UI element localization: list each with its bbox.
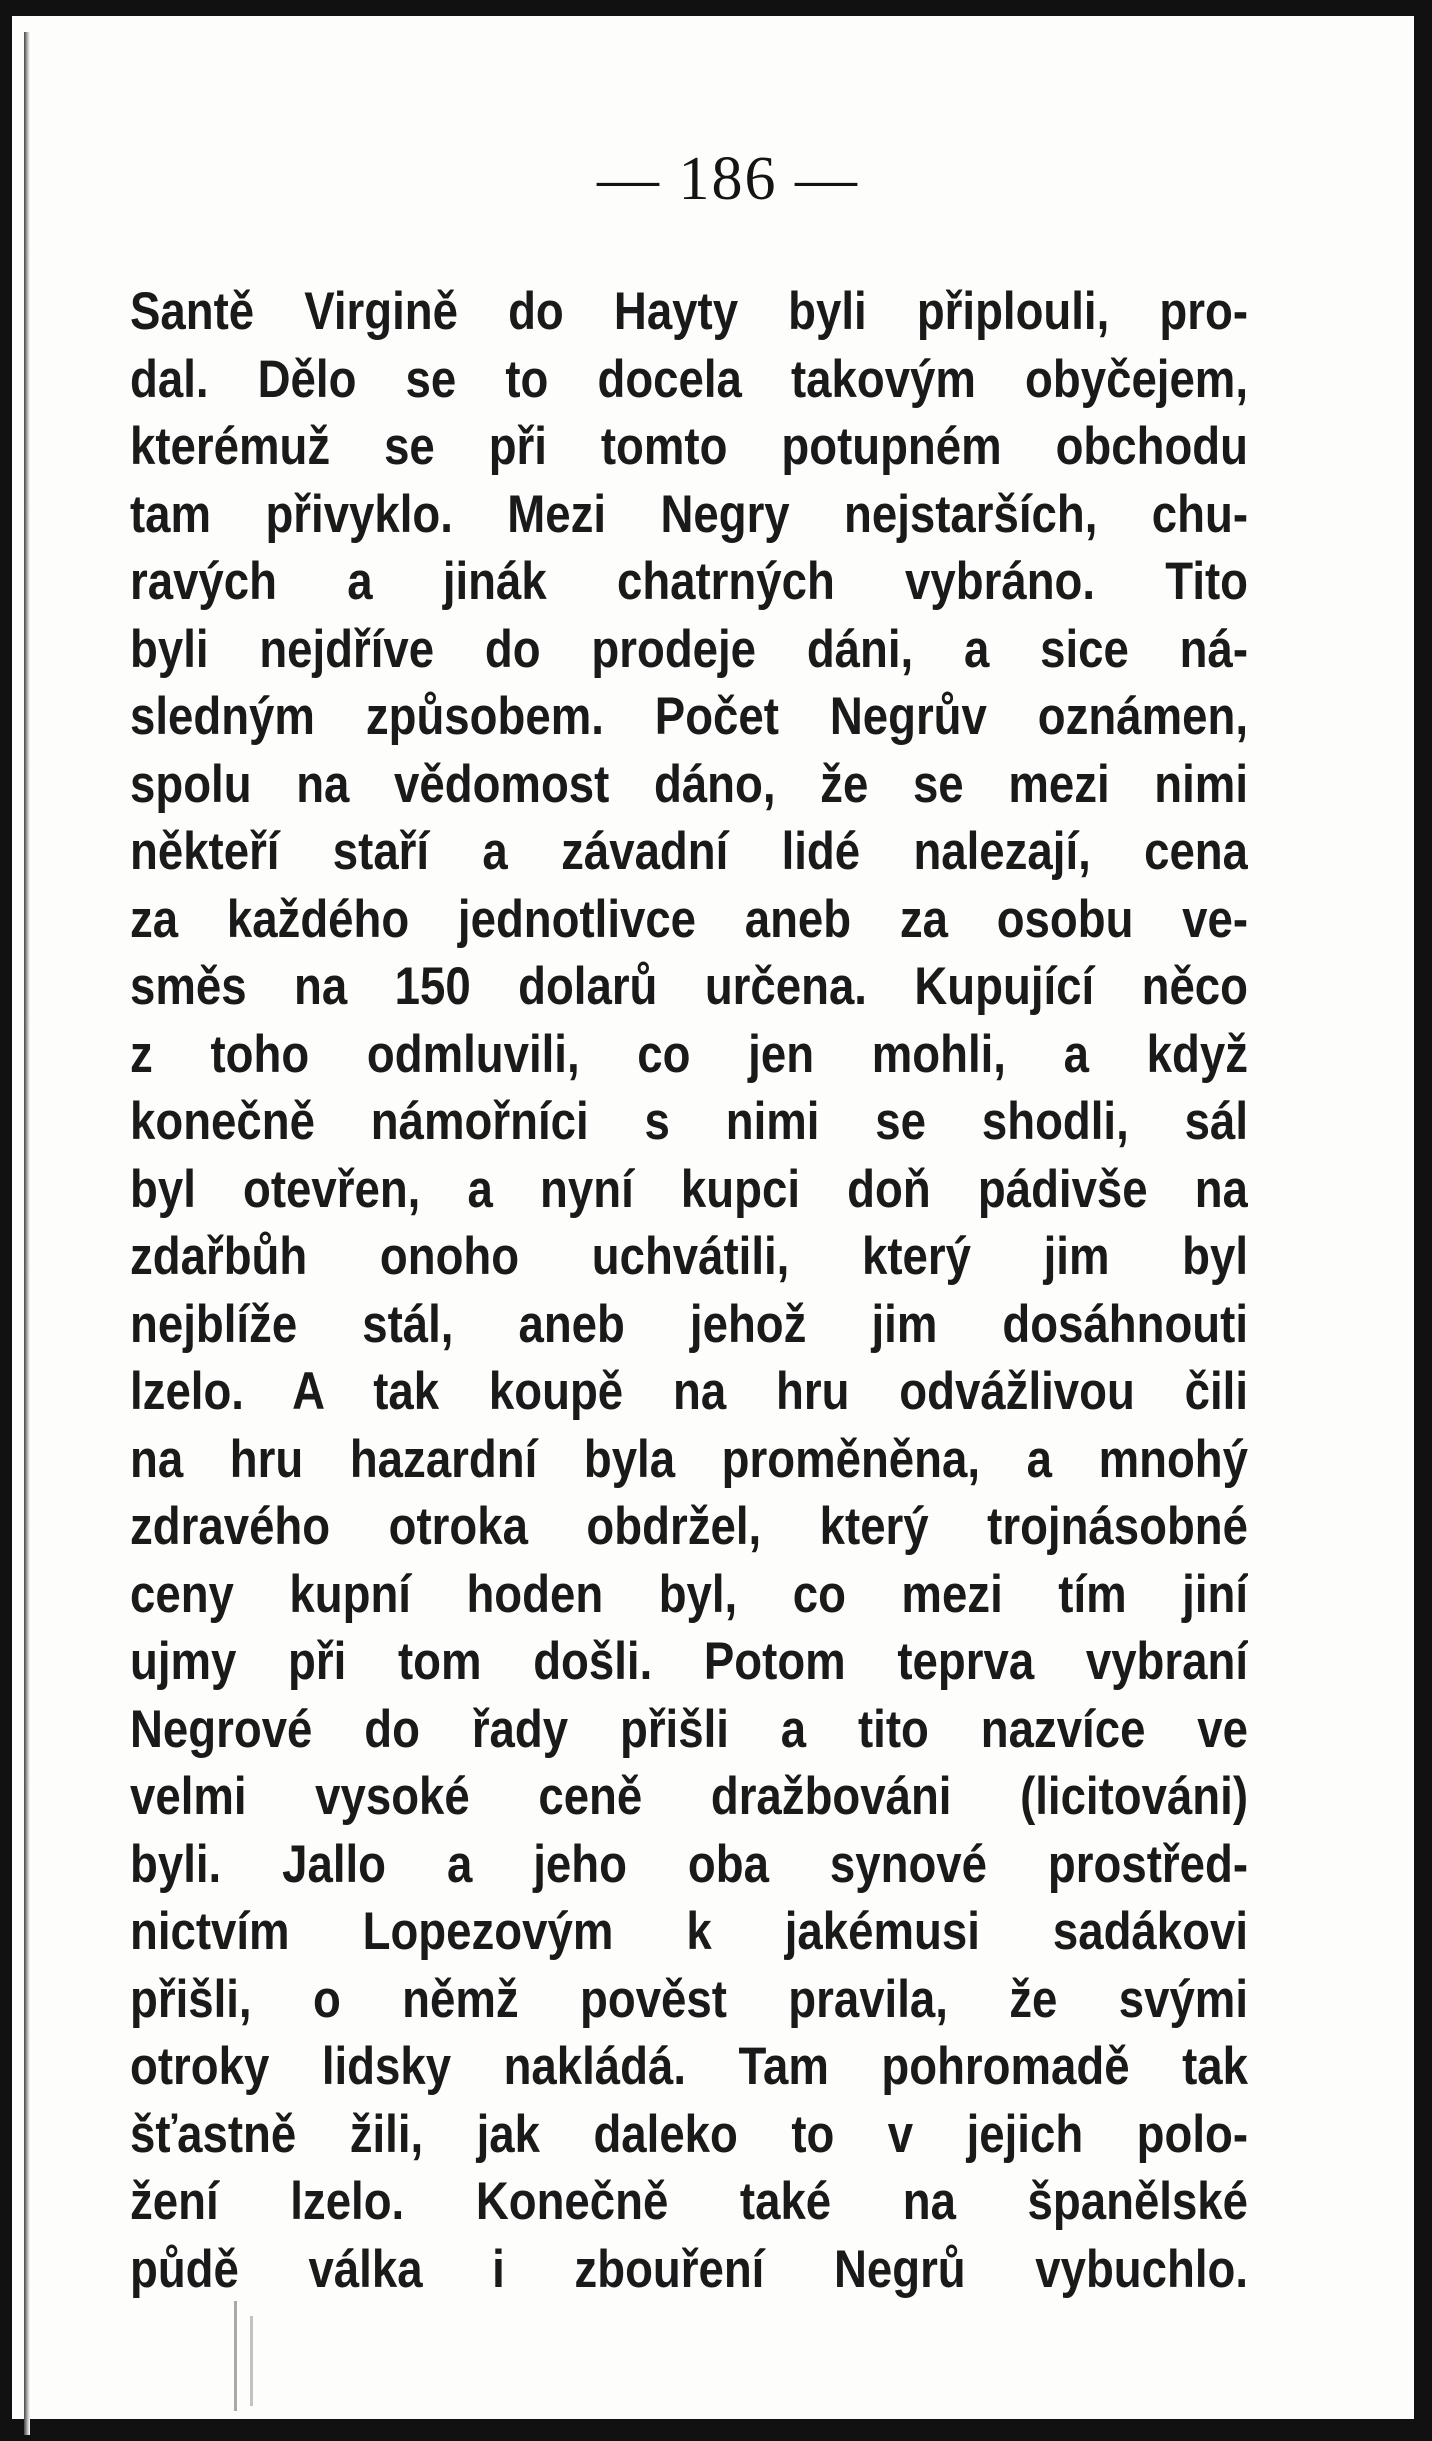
page-edge-shadow [24,32,30,2435]
text-line: dal. Dělo se to docela takovým obyčejem, [130,349,1248,409]
text-line: velmi vysoké ceně dražbováni (licitováni) [130,1767,1248,1826]
text-line: směs na 150 dolarů určena. Kupující něco [130,957,1248,1016]
text-line: spolu na vědomost dáno, že se mezi nimi [130,754,1248,814]
text-line: za každého jednotlivce aneb za osobu ve- [130,889,1248,949]
text-line: Santě Virgině do Hayty byli připlouli, pro- [130,282,1248,341]
text-line: kterémuž se při tomto potupném obchodu [130,417,1248,476]
body-text [130,278,1248,2303]
text-line: konečně námořníci s nimi se shodli, sál [130,1092,1248,1151]
text-line: ujmy při tom došli. Potom teprva vybraní [130,1632,1248,1691]
text-line: ceny kupní hoden byl, co mezi tím jiní [130,1564,1248,1624]
text-line: byli nejdříve do prodeje dáni, a sice ná- [130,619,1248,679]
page-number: — 186 — [597,145,859,213]
text-line: nictvím Lopezovým k jakémusi sadákovi [130,1902,1248,1961]
text-line: šťastně žili, jak daleko to v jejich polo- [130,2104,1248,2164]
text-line: Negrové do řady přišli a tito nazvíce ve [130,1699,1248,1759]
text-line: na hru hazardní byla proměněna, a mnohý [130,1429,1248,1489]
text-line: otroky lidsky nakládá. Tam pohromadě tak [130,2037,1248,2096]
text-line: zdařbůh onoho uchvátili, který jim byl [130,1227,1248,1286]
text-line: ravých a jinák chatrných vybráno. Tito [130,552,1248,611]
text-line: žení lzelo. Konečně také na španělské [130,2172,1248,2231]
paper-crease-mark [234,2301,237,2411]
text-line: sledným způsobem. Počet Negrův oznámen, [130,687,1248,746]
text-line: byli. Jallo a jeho oba synové prostřed- [130,1834,1248,1894]
text-line: zdravého otroka obdržel, který trojnásobné [130,1497,1248,1556]
text-line: přišli, o němž pověst pravila, že svými [130,1969,1248,2029]
text-line: lzelo. A tak koupě na hru odvážlivou čili [130,1362,1248,1421]
text-line: tam přivyklo. Mezi Negry nejstarších, chu- [130,484,1248,544]
text-line: z toho odmluvili, co jen mohli, a když [130,1024,1248,1084]
text-line: byl otevřen, a nyní kupci doň pádivše na [130,1159,1248,1219]
paper-crease-mark [250,2316,253,2406]
text-line: půdě válka i zbouření Negrů vybuchlo. [130,2239,1248,2299]
text-line: nejblíže stál, aneb jehož jim dosáhnouti [130,1294,1248,1354]
text-line: někteří staří a závadní lidé nalezají, cena [130,822,1248,881]
